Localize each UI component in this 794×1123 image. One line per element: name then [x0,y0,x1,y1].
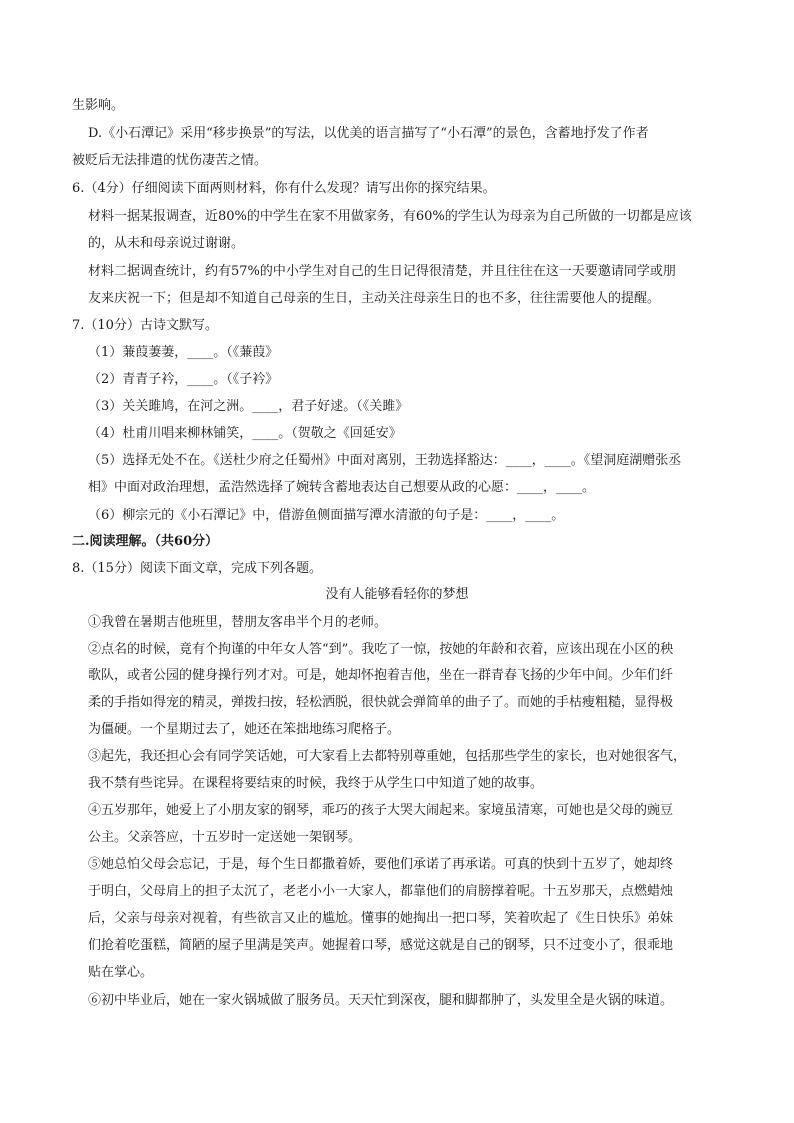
option-d-line: D.《小石潭记》采用“移步换景”的写法，以优美的语言描写了“小石潭”的景色，含蓄地抒发了作者 [88,126,649,141]
poem-item-5: （5）选择无处不在。《送杜少府之任蜀州》中面对离别，王勃选择豁达：____，____。《望洞庭湖赠张丞 [88,453,682,468]
poem-item-5-cont: 相》中面对政治理想，孟浩然选择了婉转含蓄地表达自己想要从政的心愿：____，____。 [88,480,596,495]
material-2-line: 友来庆祝一下；但是却不知道自己母亲的生日，主动关注母亲生日的也不多，往往需要他人的提醒。 [88,291,661,306]
poem-item-3: （3）关关雎鸠，在河之洲。____，君子好逑。（《关雎》 [88,399,409,414]
paragraph-4: 公主。父亲答应，十五岁时一定送她一架钢琴。 [88,830,362,845]
text-line: 被贬后无法排遣的忧伤凄苦之情。 [72,153,268,168]
paragraph-5: 于明白，父母肩上的担子太沉了，老老小小一大家人，都靠他们的肩膀撑着呢。十五岁那天，点燃蜡烛 [88,884,674,899]
question-8-heading: 8.（15分）阅读下面文章，完成下列各题。 [72,561,322,576]
poem-item-1: （1）蒹葭萋萋，____。（《蒹葭》 [88,345,279,360]
text-line: 生影响。 [72,98,125,113]
paragraph-2: 柔的手指如得宠的精灵，弹拨扫按，轻松洒脱，很快就会弹简单的曲子了。而她的手枯瘦粗糙，显得极 [88,695,674,710]
poem-item-4: （4）杜甫川唱来柳林铺笑，____。（贺敬之《回延安》 [88,426,402,441]
question-6-heading: 6.（4分）仔细阅读下面两则材料，你有什么发现？请写出你的探究结果。 [72,181,496,196]
paragraph-3: 我不禁有些诧异。在课程将要结束的时候，我终于从学生口中知道了她的故事。 [88,776,544,791]
paragraph-4: ④五岁那年，她爱上了小朋友家的钢琴，乖巧的孩子大哭大闹起来。家境虽清寒，可她也是父母的豌豆 [88,803,674,818]
paragraph-5: 后，父亲与母亲对视着，有些欲言又止的尴尬。懂事的她掏出一把口琴，笑着吹起了《生日快乐》弟妹 [88,911,674,926]
poem-item-2: （2）青青子衿，____。（《子衿》 [88,372,279,387]
paragraph-5: 们抢着吃蛋糕，简陋的屋子里满是笑声。她握着口琴，感觉这就是自己的钢琴，只不过变小了，很乖地 [88,938,674,953]
paragraph-2: ②点名的时候，竟有个拘谨的中年女人答“到”。我吃了一惊，按她的年龄和衣着，应该出现在小区的秧 [88,642,674,657]
paragraph-3: ③起先，我还担心会有同学笑话她，可大家看上去都特别尊重她，包括那些学生的家长，也对她很客气， [88,749,687,764]
question-7-heading: 7.（10分）古诗文默写。 [72,318,218,333]
poem-item-6: （6）柳宗元的《小石潭记》中，借游鱼侧面描写潭水清澈的句子是：____，____。 [88,508,565,523]
paragraph-2: 歌队，或者公园的健身操行列才对。可是，她却怀抱着吉他，坐在一群青春飞扬的少年中间。少年们纤 [88,668,674,683]
article-title: 没有人能够看轻你的梦想 [325,587,469,602]
paragraph-2: 为僵硬。一个星期过去了，她还在笨拙地练习爬格子。 [88,722,401,737]
paragraph-5: 贴在掌心。 [88,965,154,980]
material-2-line: 材料二据调查统计，约有57%的中小学生对自己的生日记得很清楚，并且往往在这一天要邀请同学或朋 [88,264,676,279]
paragraph-5: ⑤她总怕父母会忘记，于是，每个生日都撒着娇，要他们承诺了再承诺。可真的快到十五岁了，她却终 [88,857,674,872]
material-1-line: 的，从未和母亲说过谢谢。 [88,236,245,251]
paragraph-1: ①我曾在暑期吉他班里，替朋友客串半个月的老师。 [88,615,388,630]
section-2-heading: 二.阅读理解。（共60分） [72,534,219,549]
paragraph-6: ⑥初中毕业后，她在一家火锅城做了服务员。天天忙到深夜，腿和脚都肿了，头发里全是火锅的味道。 [88,993,674,1008]
material-1-line: 材料一据某报调查，近80%的中学生在家不用做家务，有60%的学生认为母亲为自己所做的一切都是应该 [88,209,692,224]
